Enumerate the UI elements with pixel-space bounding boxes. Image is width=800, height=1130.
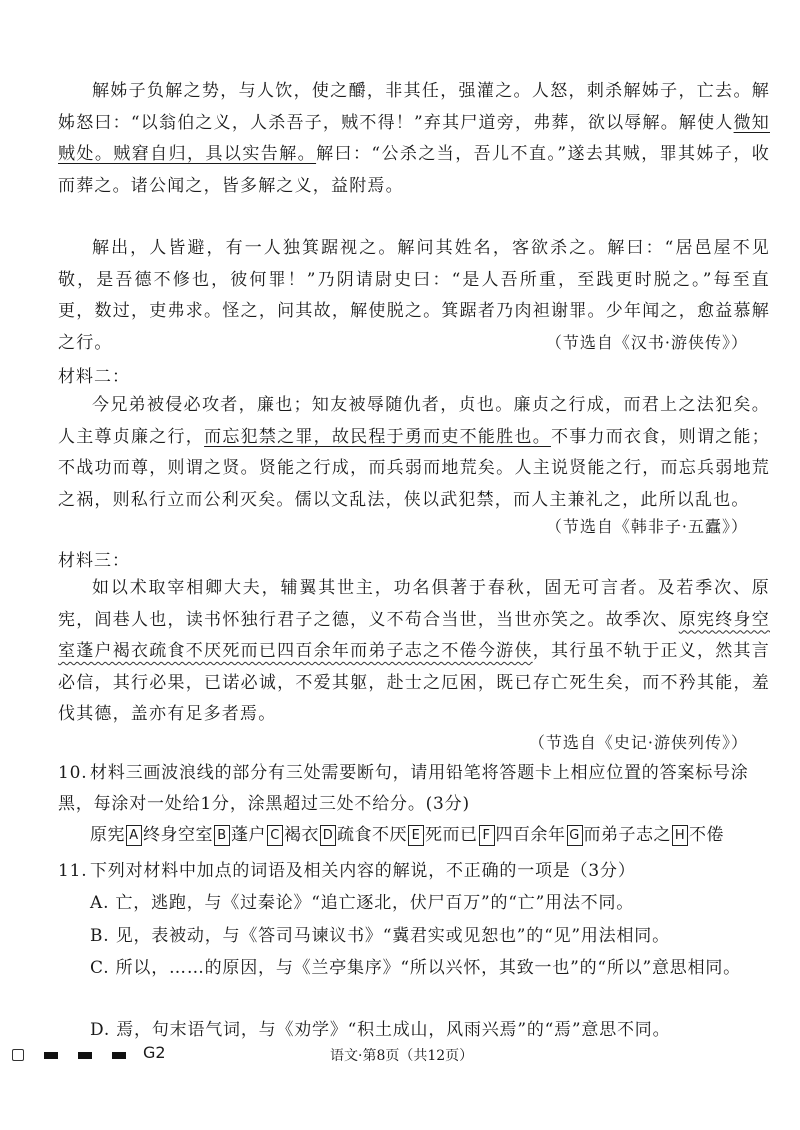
registration-mark-icon	[78, 1052, 92, 1059]
answer-segmentation-line: 原宪 A 终身空室 B 蓬户 C 褐衣 D 疏食不厌 E 死而已 F 四百余年 G 而弟子志之 H 不倦	[90, 825, 724, 845]
question-text: 下列对材料中加点的词语及相关内容的解说，不正确的一项是（3分）	[90, 861, 636, 881]
registration-mark-icon	[112, 1052, 126, 1059]
registration-mark-icon	[44, 1052, 58, 1059]
question-number: 10.	[58, 763, 88, 783]
option-d[interactable]: D. 焉，句末语气词，与《劝学》“积土成山，风雨兴焉”的“焉”意思不同。	[90, 1020, 671, 1040]
material-3-paragraph: 如以术取宰相卿大夫，辅翼其世主，功名俱著于春秋，固无可言者。及若季次、原宪，闾巷人也，读书怀独行君子之德，义不苟合当世，当世亦笑之。故季次、原宪终身空室蓬户褐衣疏食不厌死而已四百余年而弟子志之不倦今游侠，其行虽不轨于正义，然其言必信，其行必果，已诺必诚，不爱其躯，赴士之厄困，既已存亡死生矣，而不矜其能，羞伐其德，盖亦有足多者焉。	[58, 578, 770, 724]
answer-box-d[interactable]: D	[320, 825, 336, 846]
option-c[interactable]: C. 所以，……的原因，与《兰亭集序》“所以兴怀，其致一也”的“所以”意思相同。	[90, 958, 741, 978]
wavy-underlined-passage: 原宪终身空室蓬户褐衣疏食不厌死而已四百余年而弟子志之不倦今游侠	[58, 609, 770, 661]
underlined-sentence-1: 微知贼处。贼窘自归，具以实告解。	[58, 112, 770, 164]
question-number: 11.	[58, 861, 88, 881]
answer-box-g[interactable]: G	[567, 825, 583, 846]
paper-code: G2	[143, 1043, 166, 1062]
source-citation-3: （节选自《史记·游侠列传》）	[528, 733, 748, 752]
answer-box-c[interactable]: C	[267, 825, 283, 846]
source-citation-1: （节选自《汉书·游侠传》）	[545, 333, 748, 352]
option-b[interactable]: B. 见，表被动，与《答司马谏议书》“冀君实或见恕也”的“见”用法相同。	[90, 926, 670, 946]
material-2-label: 材料二：	[58, 367, 130, 387]
question-11	[58, 856, 770, 887]
material-2-paragraph: 今兄弟被侵必攻者，廉也；知友被辱随仇者，贞也。廉贞之行成，而君上之法犯矣。人主尊贞廉之行，而忘犯禁之罪，故民程于勇而吏不能胜也。不事力而衣食，则谓之能；不战功而尊，则谓之贤。贤能之行成，而兵弱而地荒矣。人主说贤能之行，而忘兵弱地荒之祸，则私行立而公利灭矣。儒以文乱法，侠以武犯禁，而人主兼礼之，此所以乱也。	[58, 395, 770, 510]
underlined-sentence-2: 而忘犯禁之罪，故民程于勇而吏不能胜也。	[204, 426, 551, 447]
answer-box-e[interactable]: E	[408, 825, 424, 846]
page-footer	[0, 1043, 800, 1067]
material-3-label: 材料三：	[58, 551, 130, 571]
passage-paragraph-1: 解姊子负解之势，与人饮，使之釂，非其任，强灌之。人怒，刺杀解姊子，亡去。解姊怒曰：“以翁伯之义，人杀吾子，贼不得！”弃其尸道旁，弗葬，欲以辱解。解使人微知贼处。贼窘自归，具以实告解。解曰：“公杀之当，吾儿不直。”遂去其贼，罪其姊子，收而葬之。诸公闻之，皆多解之义，益附焉。	[58, 81, 770, 196]
corner-mark-icon	[12, 1049, 24, 1061]
option-a[interactable]: A. 亡，逃跑，与《过秦论》“追亡逐北，伏尸百万”的“亡”用法不同。	[90, 893, 635, 913]
answer-box-f[interactable]: F	[479, 825, 495, 846]
question-text: 材料三画波浪线的部分有三处需要断句，请用铅笔将答题卡上相应位置的答案标号涂黑，每涂对一处给1分，涂黑超过三处不给分。(3分)	[58, 763, 749, 814]
answer-box-b[interactable]: B	[214, 825, 230, 846]
passage-paragraph-2: 解出，人皆避，有一人独箕踞视之。解问其姓名，客欲杀之。解曰：“居邑屋不见敬，是吾德不修也，彼何罪！”乃阴请尉史曰：“是人吾所重，至践更时脱之。”每至直更，数过，吏弗求。怪之，问其故，解使脱之。箕踞者乃肉袒谢罪。少年闻之，愈益慕解之行。	[58, 238, 770, 353]
page-number: 语文·第8页（共12页）	[330, 1048, 474, 1064]
answer-box-h[interactable]: H	[672, 825, 688, 846]
source-citation-2: （节选自《韩非子·五蠹》）	[545, 517, 748, 536]
question-10	[58, 758, 770, 820]
answer-box-a[interactable]: A	[126, 825, 142, 846]
